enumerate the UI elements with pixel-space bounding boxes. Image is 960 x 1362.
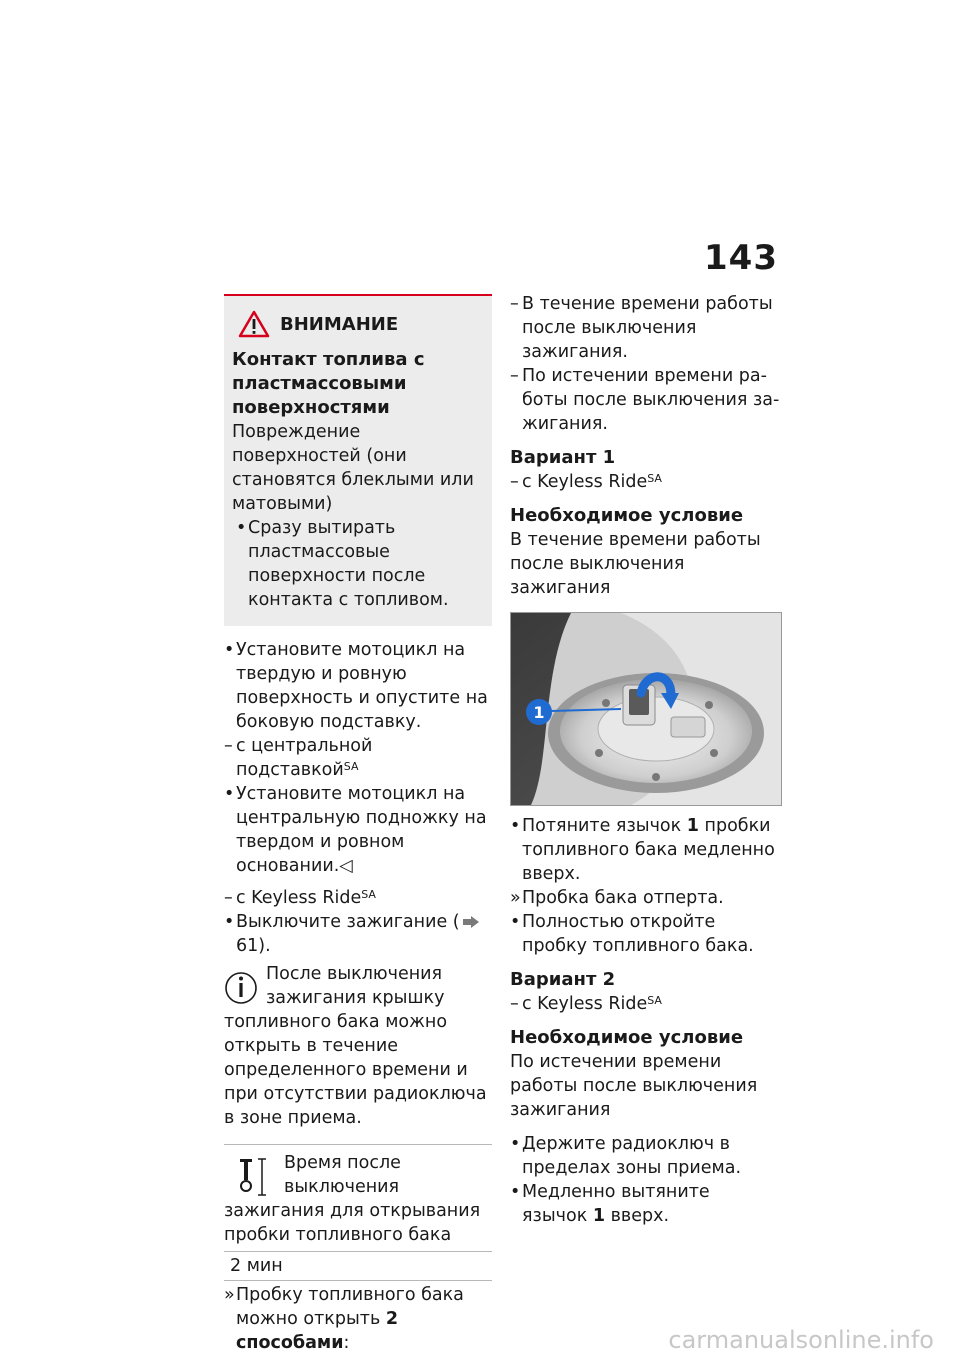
warning-title: ВНИМАНИЕ — [280, 313, 399, 335]
variant-2-title: Вариант 2 — [510, 969, 616, 990]
step-ignition-off: • Выключите зажигание (61). — [224, 910, 492, 958]
warning-text: Повреждение поверхностей (они становятся блеклыми или матовыми) — [232, 422, 474, 514]
warning-box — [224, 294, 492, 626]
variant-2-requirement-title: Необходимое условие — [510, 1027, 744, 1048]
warning-triangle-icon — [238, 310, 270, 338]
spec-label-cell: Время после выключения зажигания для открывания пробки топливного бака — [224, 1153, 481, 1245]
step-keep-key: • Держите радиоключ в пределах зоны приема. — [510, 1134, 742, 1178]
warning-bullet: • Сразу вытирать пластмассовые поверхности после контакта с топливом. — [236, 518, 449, 610]
page-reference-arrow-icon — [462, 916, 480, 928]
result-unlocked: » Пробка бака отперта. — [510, 888, 724, 908]
spec-value-cell: 2 мин — [224, 1251, 492, 1280]
condition-center-stand: – с центральной подставкой$^{SA}$ — [224, 736, 373, 780]
variant-1-title: Вариант 1 — [510, 447, 616, 468]
step-pull-tab: • Потяните язычок 1 пробки топливного бака медленно вверх. — [510, 816, 775, 884]
info-icon — [224, 964, 260, 1010]
condition-keyless: – с Keyless Ride$^{SA}$ — [224, 888, 376, 908]
variant-1-requirement-text: В течение времени работы после выключения зажигания — [510, 530, 761, 598]
option-during-runtime: – В течение времени работы после выключения зажигания. — [510, 294, 773, 362]
right-column — [510, 292, 780, 1228]
step-open-cap: • Полностью откройте пробку топливного бака. — [510, 912, 754, 956]
timer-spec-icon — [236, 1155, 280, 1199]
fuel-cap-photo — [510, 612, 782, 806]
variant-1-condition: – с Keyless Ride$^{SA}$ — [510, 472, 662, 492]
variant-2-condition: – с Keyless Ride$^{SA}$ — [510, 994, 662, 1014]
option-after-runtime: – По истечении времени работы после выключения зажигания. — [510, 366, 780, 434]
variant-1-requirement-title: Необходимое условие — [510, 505, 744, 526]
photo-callout-number: 1 — [533, 703, 545, 722]
step-pull-slowly: • Медленно вытяните язычок 1 вверх. — [510, 1182, 710, 1226]
end-marker: ◁ — [339, 856, 353, 876]
fuel-cap-illustration — [511, 613, 781, 805]
info-note: После выключения зажигания крышку топливного бака можно открыть в течение определенного времени и при отсутствии радиоключа в зоне приема. — [224, 964, 487, 1128]
watermark: carmanualsonline.info — [668, 1326, 934, 1354]
step-center-stand: • Установите мотоцикл на центральную подножку на твердом и ровном основании.◁ — [224, 784, 487, 876]
spec-table — [224, 1144, 492, 1281]
page-number: 143 — [704, 238, 778, 278]
variant-2-requirement-text: По истечении времени работы после выключения зажигания — [510, 1052, 758, 1120]
step-support: • Установите мотоцикл на твердую и ровную поверхность и опустите на боковую подставку. — [224, 640, 488, 732]
left-column — [224, 294, 492, 1355]
warning-subtitle: Контакт топлива с пластмассовыми поверхностями — [232, 349, 425, 418]
result-two-ways: » Пробку топливного бака можно открыть 2 способами: — [224, 1285, 464, 1353]
